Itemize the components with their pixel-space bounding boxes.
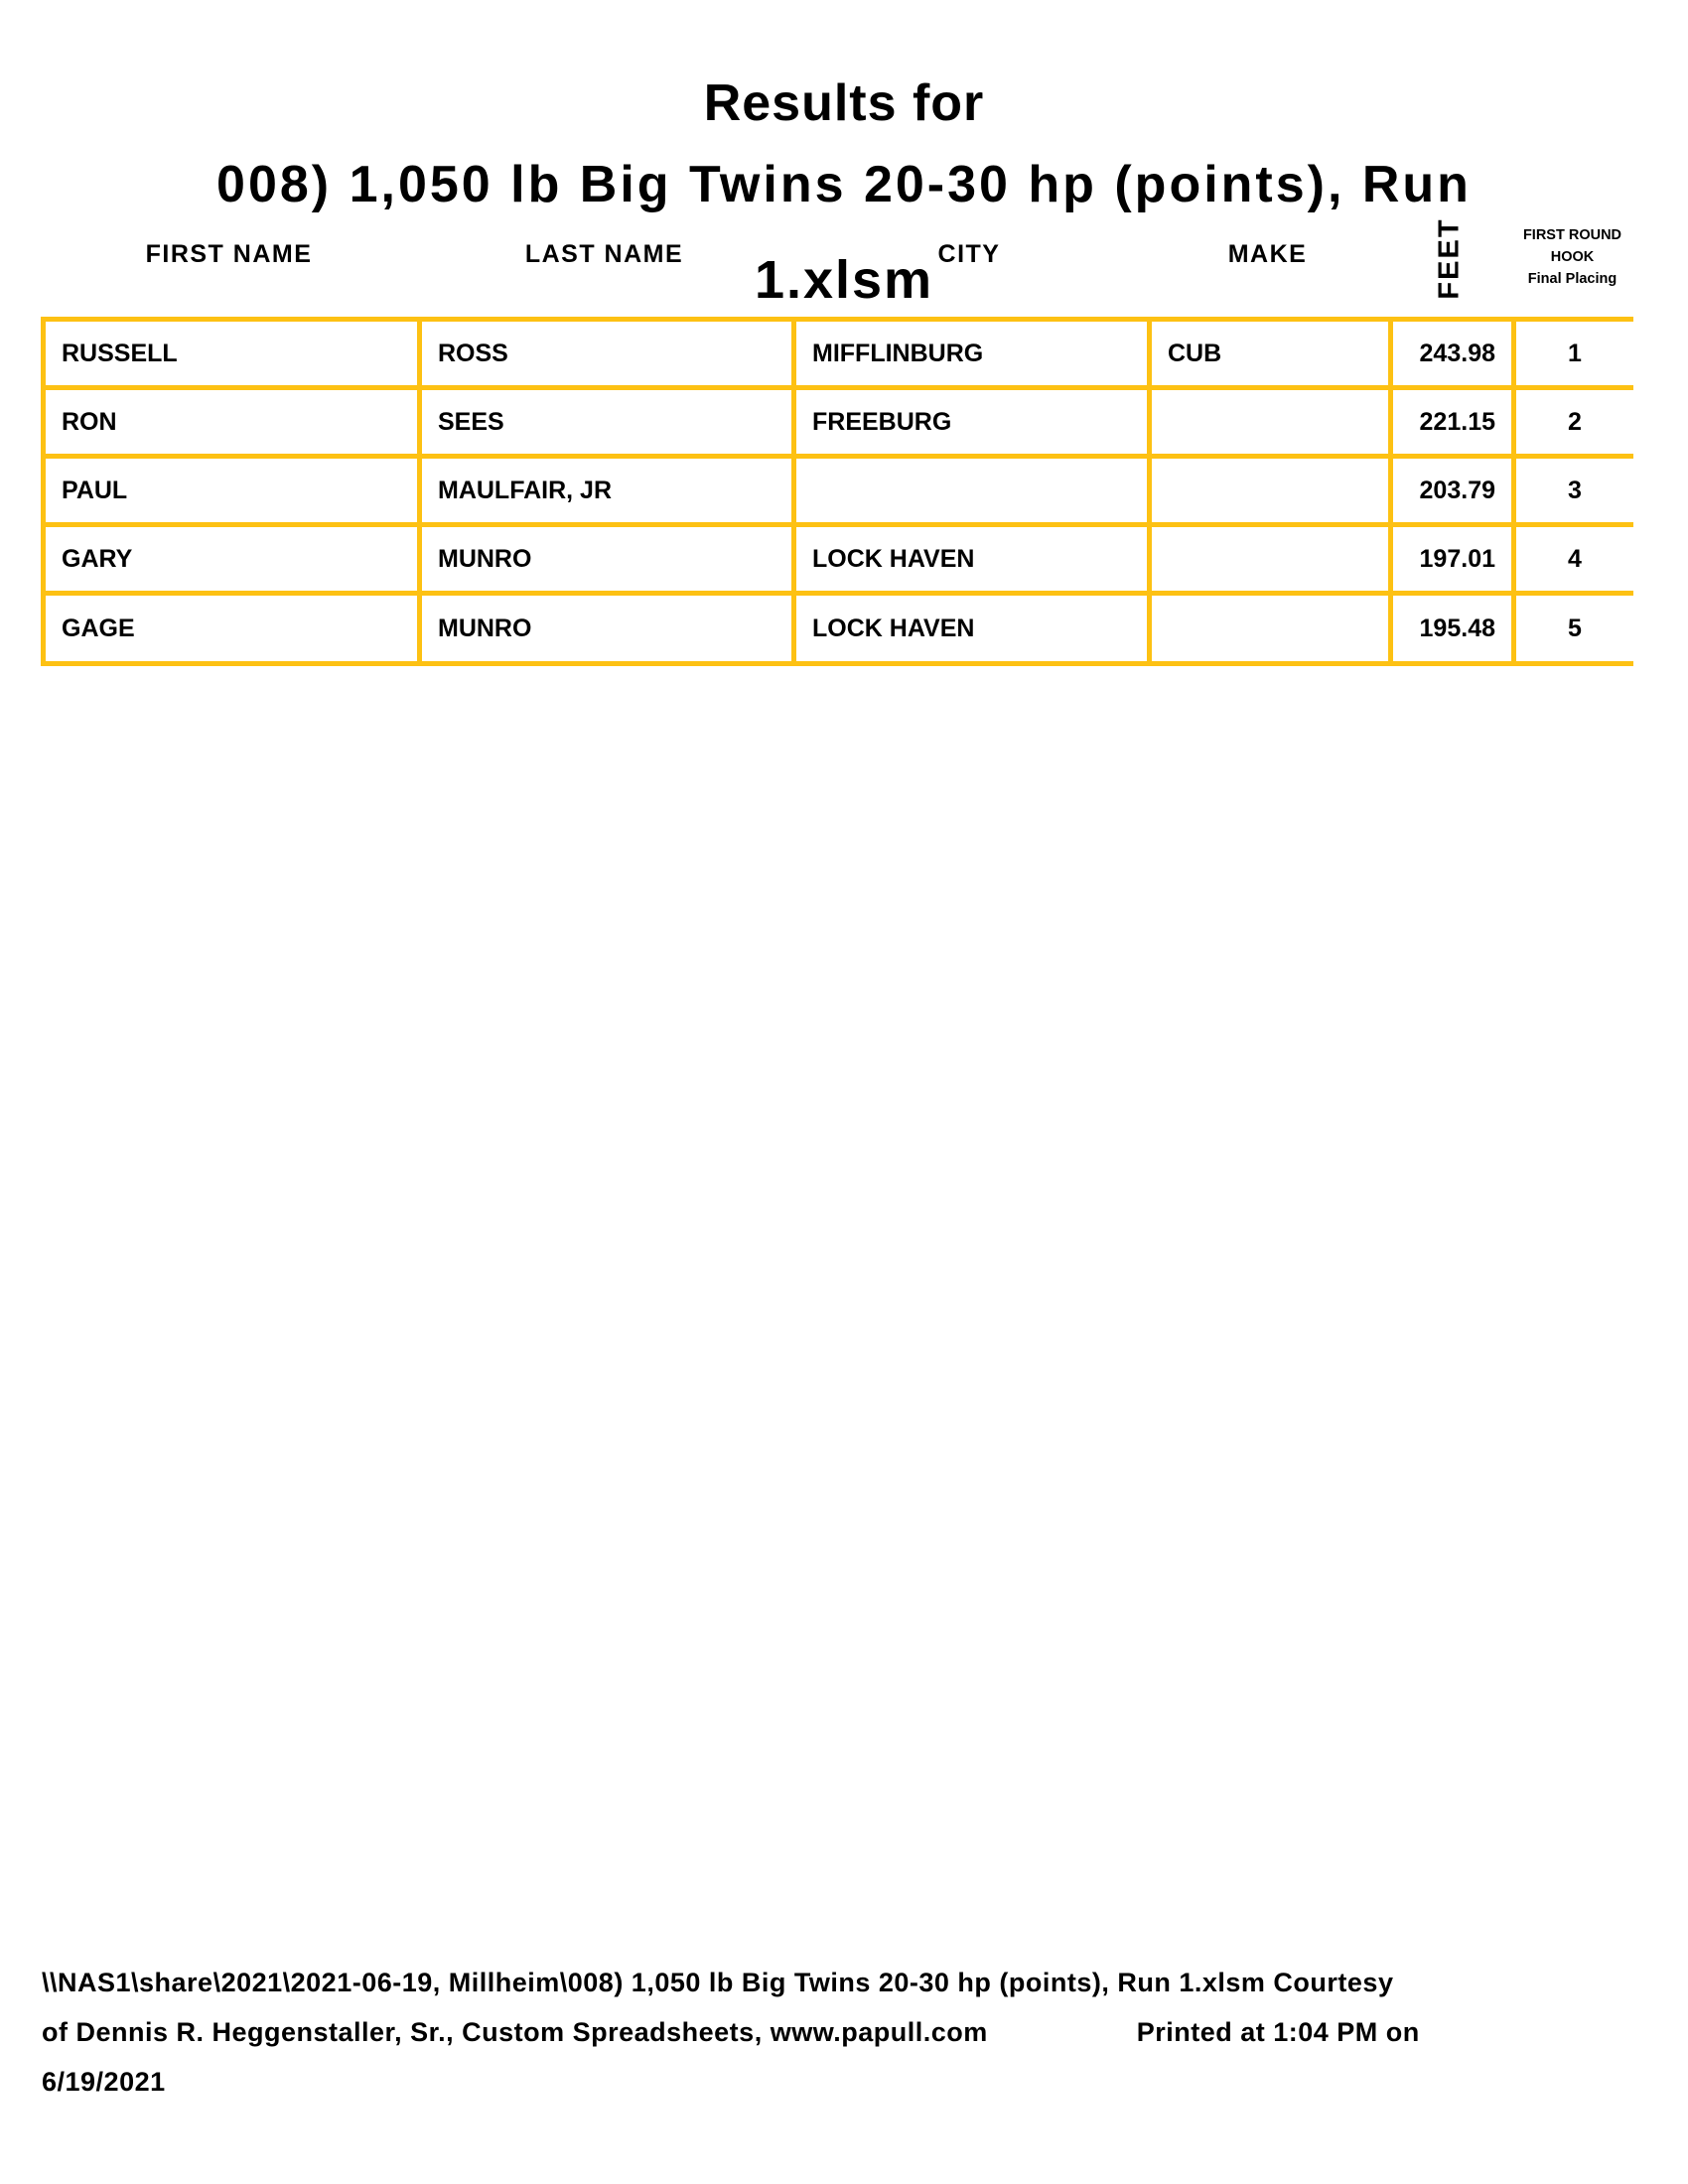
cell-feet: 203.79 [1388, 459, 1511, 522]
cell-city: FREEBURG [791, 390, 1147, 454]
cell-first-name: PAUL [62, 476, 128, 504]
results-table [41, 317, 1633, 666]
placing-header-line-3: Final Placing [1527, 271, 1618, 287]
column-header-first-name: FIRST NAME [145, 240, 313, 268]
column-header-make: MAKE [1227, 240, 1308, 268]
cell-placing: 2 [1511, 390, 1633, 454]
cell-first-name: RUSSELL [62, 339, 178, 367]
cell-make [1147, 596, 1388, 661]
page-title-line-1: Results for [703, 74, 985, 132]
column-header-city: CITY [937, 240, 1001, 268]
footer-filepath-line: \\NAS1\share\2021\2021-06-19, Millheim\008) 1,050 lb Big Twins 20-30 hp (points), Run 1.xlsm Courtesy [42, 1968, 1394, 1997]
footer-date-line: 6/19/2021 [42, 2067, 166, 2097]
column-header-last-name: LAST NAME [524, 240, 684, 268]
cell-feet: 243.98 [1388, 322, 1511, 385]
page-title-line-2: 008) 1,050 lb Big Twins 20-30 hp (points), Run [216, 156, 1472, 213]
cell-city [791, 459, 1147, 522]
feet-rotated-label: FEET [1433, 216, 1466, 300]
table-row [46, 390, 1633, 459]
page-title-line-3: 1.xlsm [754, 250, 934, 310]
cell-last-name: MUNRO [417, 527, 791, 591]
cell-last-name: SEES [417, 390, 791, 454]
placing-header-line-2: HOOK [1550, 249, 1595, 265]
footer-printed-text: Printed at 1:04 PM on [1136, 2017, 1420, 2047]
cell-feet: 197.01 [1388, 527, 1511, 591]
cell-first-name: GAGE [62, 614, 135, 642]
cell-city: MIFFLINBURG [791, 322, 1147, 385]
cell-make: CUB [1147, 322, 1388, 385]
cell-city: LOCK HAVEN [791, 527, 1147, 591]
cell-placing: 4 [1511, 527, 1633, 591]
cell-make [1147, 459, 1388, 522]
cell-feet: 221.15 [1388, 390, 1511, 454]
table-row [46, 596, 1633, 661]
cell-make [1147, 390, 1388, 454]
cell-first-name: RON [62, 407, 117, 436]
cell-feet: 195.48 [1388, 596, 1511, 661]
cell-placing: 5 [1511, 596, 1633, 661]
cell-last-name: ROSS [417, 322, 791, 385]
placing-header-line-1: FIRST ROUND [1522, 227, 1622, 243]
cell-last-name: MUNRO [417, 596, 791, 661]
cell-city: LOCK HAVEN [791, 596, 1147, 661]
table-row [46, 527, 1633, 596]
cell-last-name: MAULFAIR, JR [417, 459, 791, 522]
table-row [46, 459, 1633, 527]
footer-courtesy-line [42, 2019, 1630, 2046]
footer-courtesy-text: of Dennis R. Heggenstaller, Sr., Custom Spreadsheets, www.papull.com [42, 2017, 988, 2047]
cell-placing: 3 [1511, 459, 1633, 522]
table-row [46, 322, 1633, 390]
cell-make [1147, 527, 1388, 591]
cell-first-name: GARY [62, 544, 133, 573]
cell-placing: 1 [1511, 322, 1633, 385]
